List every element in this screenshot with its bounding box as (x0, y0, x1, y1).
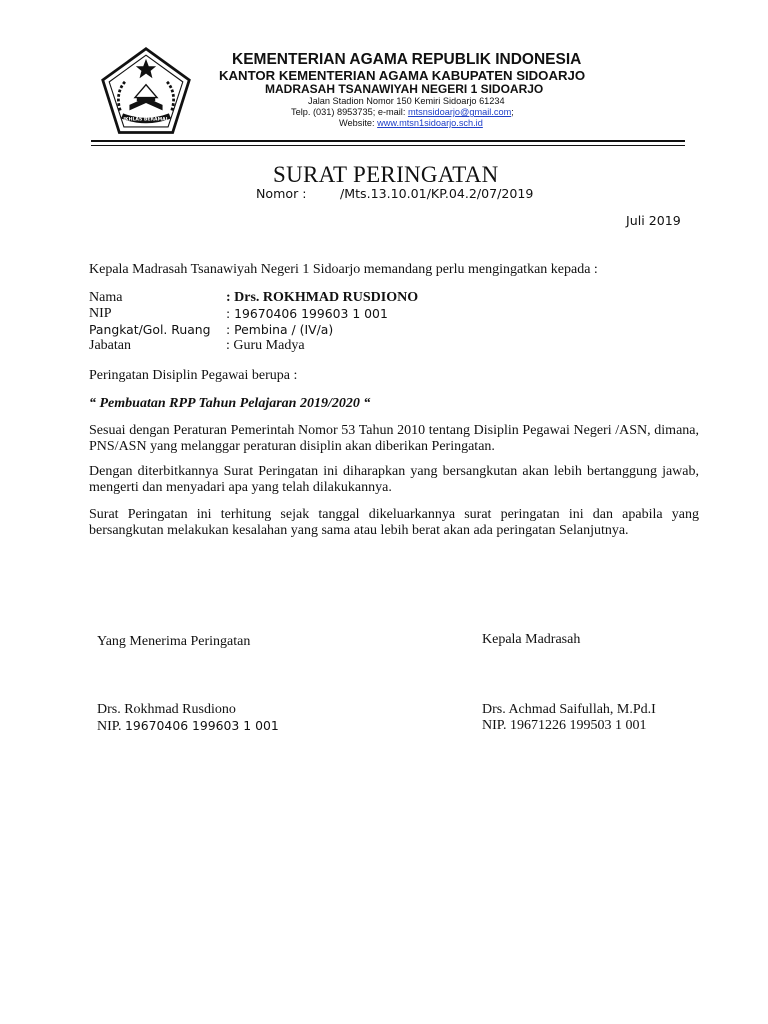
discipline-item: “ Pembuatan RPP Tahun Pelajaran 2019/2020 “ (89, 396, 371, 411)
letterhead-address: Jalan Stadion Nomor 150 Kemiri Sidoarjo 61234 (308, 96, 505, 106)
recipient-name: Drs. Rokhmad Rusdiono (97, 702, 236, 717)
website-label: Website: (339, 118, 378, 128)
field-label-nip: NIP (89, 306, 112, 321)
paragraph-validity: Surat Peringatan ini terhitung sejak tanggal dikeluarkannya surat peringatan ini dan apabila yang bersangkutan melakukan kesalahan yang sama atau lebih berat akan ada peringatan Selanjutnya. (89, 507, 699, 538)
discipline-label: Peringatan Disiplin Pegawai berupa : (89, 368, 298, 383)
website-link[interactable]: www.mtsn1sidoarjo.sch.id (377, 118, 483, 128)
letter-title: SURAT PERINGATAN (273, 162, 499, 187)
head-nip-label: NIP. (482, 718, 511, 733)
head-nip (482, 718, 647, 734)
recipient-nip (97, 718, 279, 735)
ministry-logo-icon (100, 46, 192, 138)
field-value-position: : Guru Madya (226, 338, 305, 353)
head-name: Drs. Achmad Saifullah, M.Pd.I (482, 702, 656, 717)
header-rule-thin (91, 145, 685, 146)
letterhead-school: MADRASAH TSANAWIYAH NEGERI 1 SIDOARJO (265, 82, 544, 96)
letterhead-ministry: KEMENTERIAN AGAMA REPUBLIK INDONESIA (232, 51, 582, 68)
field-label-name: Nama (89, 290, 123, 305)
intro-text: Kepala Madrasah Tsanawiyah Negeri 1 Sidoarjo memandang perlu mengingatkan kepada : (89, 262, 598, 277)
letter-date: Juli 2019 (626, 213, 681, 228)
letterhead-website (339, 118, 483, 128)
paragraph-responsibility: Dengan diterbitkannya Surat Peringatan ini diharapkan yang bersangkutan akan lebih bertanggung jawab, mengerti dan menyadari apa yang telah dilakukannya. (89, 464, 699, 495)
field-value-name: : Drs. ROKHMAD RUSDIONO (226, 290, 419, 305)
recipient-nip-value: 19670406 199603 1 001 (125, 718, 279, 733)
header-rule-thick (91, 140, 685, 142)
logo-motto: IKHLAS BERAMAL (123, 117, 169, 123)
email-suffix: ; (511, 107, 514, 117)
field-label-position: Jabatan (89, 338, 131, 353)
letter-number-value: /Mts.13.10.01/KP.04.2/07/2019 (340, 186, 534, 201)
field-value-rank: : Pembina / (IV/a) (226, 322, 334, 337)
head-role: Kepala Madrasah (482, 632, 581, 647)
field-value-nip: : 19670406 199603 1 001 (226, 306, 388, 321)
recipient-nip-label: NIP. (97, 719, 126, 734)
paragraph-regulation: Sesuai dengan Peraturan Pemerintah Nomor 53 Tahun 2010 tentang Disiplin Pegawai Negeri /ASN, dimana, PNS/ASN yang melanggar peraturan disiplin akan diberikan Peringatan. (89, 423, 699, 454)
phone-text: Telp. (031) 8953735; e-mail: (291, 107, 408, 117)
field-label-rank: Pangkat/Gol. Ruang (89, 322, 211, 337)
recipient-role: Yang Menerima Peringatan (97, 634, 251, 649)
letterhead-contact (291, 107, 514, 117)
email-link[interactable]: mtsnsidoarjo@gmail.com (407, 107, 512, 117)
head-nip-value: 19671226 199503 1 001 (510, 718, 647, 733)
letterhead-office: KANTOR KEMENTERIAN AGAMA KABUPATEN SIDOARJO (219, 68, 586, 83)
letter-number-label: Nomor : (256, 186, 307, 201)
